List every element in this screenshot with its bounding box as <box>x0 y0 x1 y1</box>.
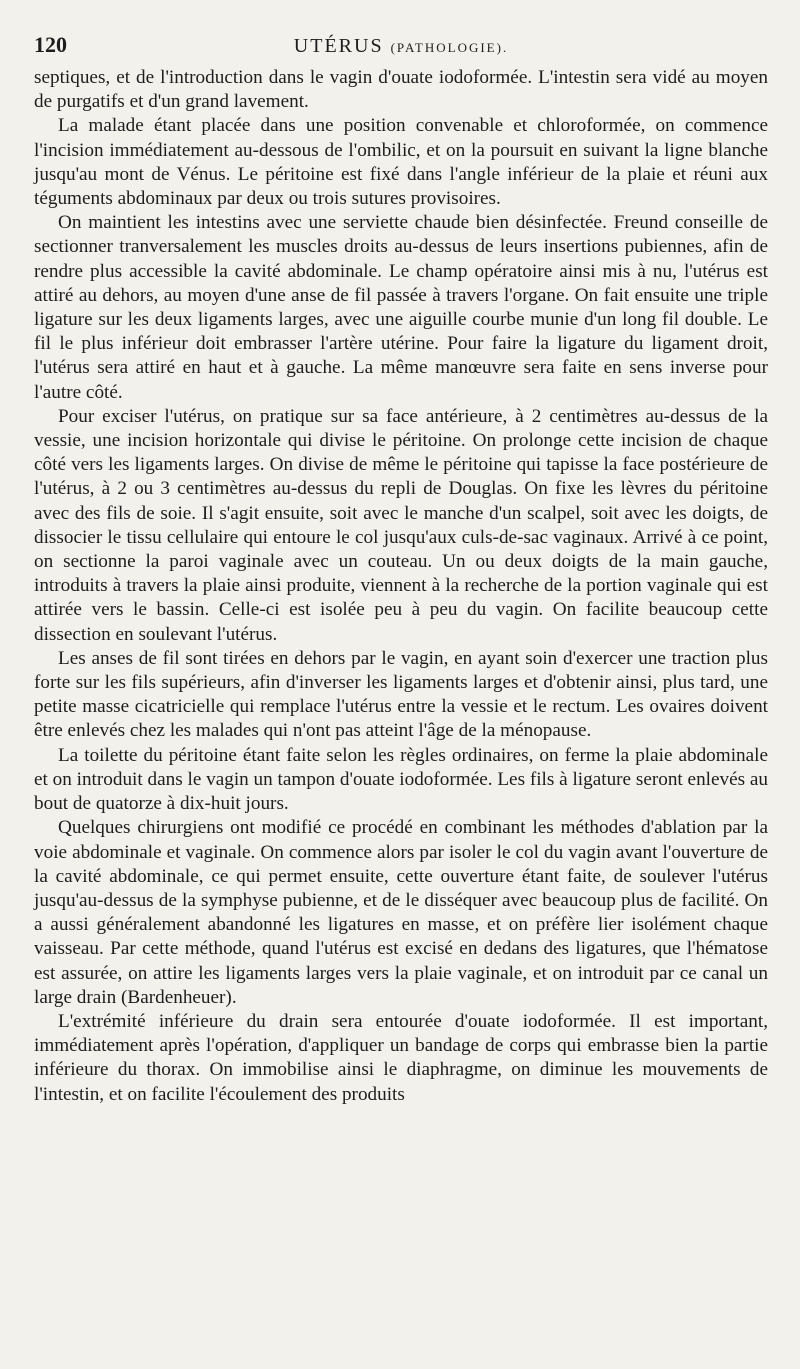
paragraph: On maintient les intestins avec une serviette chaude bien désinfectée. Freund conseille de sectionner tranversalement les muscles droits au-dessus de leurs insertions pubiennes, afin de rendre plus accessible la cavité abdominale. Le champ opératoire ainsi mis à nu, l'utérus est attiré au dehors, au moyen d'une anse de fil passée à travers l'organe. On fait ensuite une triple ligature sur les deux ligaments larges, avec une aiguille courbe munie d'un long fil double. Le fil le plus inférieur doit embrasser l'artère utérine. Pour faire la ligature du ligament droit, l'utérus sera attiré en haut et à gauche. La même manœuvre sera faite en sens inverse pour l'autre côté. <box>34 212 768 403</box>
running-header <box>34 32 768 66</box>
paragraph: Les anses de fil sont tirées en dehors par le vagin, en ayant soin d'exercer une traction plus forte sur les fils supérieurs, afin d'inverser les ligaments larges et d'obtenir ainsi, plus tard, une petite masse cicatricielle qui remplace l'utérus entre la vessie et le rectum. Les ovaires doivent être enlevés chez les malades qui n'ont pas atteint l'âge de la ménopause. <box>34 647 768 742</box>
body-text <box>34 66 768 1107</box>
running-title-main: UTÉRUS <box>293 35 384 57</box>
paragraph: La malade étant placée dans une position convenable et chloroformée, on commence l'incision immédiatement au-dessous de l'ombilic, et on la poursuit en suivant la ligne blanche jusqu'au mont de Vénus. Le péritoine est fixé dans l'angle inférieur de la plaie et réuni aux téguments abdominaux par deux ou trois sutures provisoires. <box>34 115 768 210</box>
paragraph: Quelques chirurgiens ont modifié ce procédé en combinant les méthodes d'ablation par la voie abdominale et vaginale. On commence alors par isoler le col du vagin avant l'ouverture de la cavité abdominale, ce qui permet ensuite, cette ouverture étant faite, de soulever l'utérus jusqu'au-dessus de la symphyse pubienne, et de le disséquer avec beaucoup plus de facilité. On a aussi généralement abandonné les ligatures en masse, et on préfère lier isolément chaque vaisseau. Par cette méthode, quand l'utérus est excisé en dedans des ligatures, que l'hématose est assurée, on attire les ligaments larges vers la plaie vaginale, et on introduit par ce canal un large drain (Bardenheuer). <box>34 817 768 1008</box>
running-title <box>154 35 648 58</box>
paragraph: L'extrémité inférieure du drain sera entourée d'ouate iodoformée. Il est important, immédiatement après l'opération, d'appliquer un bandage de corps qui embrasse bien la partie inférieure du thorax. On immobilise ainsi le diaphragme, on diminue les mouvements de l'intestin, et on facilite l'écoulement des produits <box>34 1010 768 1105</box>
running-title-subtitle: (PATHOLOGIE). <box>390 40 509 55</box>
page-number: 120 <box>34 32 67 57</box>
paragraph: Pour exciser l'utérus, on pratique sur sa face antérieure, à 2 centimètres au-dessus de la vessie, une incision horizontale qui divise le péritoine. On prolonge cette incision de chaque côté vers les ligaments larges. On divise de même le péritoine qui tapisse la face postérieure de l'utérus, à 2 ou 3 centimètres au-dessus du repli de Douglas. On fixe les lèvres du péritoine avec des fils de soie. Il s'agit ensuite, soit avec le manche d'un scalpel, soit avec les doigts, de dissocier le tissu cellulaire qui entoure le col jusqu'aux culs-de-sac vaginaux. Arrivé à ce point, on sectionne la paroi vaginale avec un couteau. Un ou deux doigts de la main gauche, introduits à travers la plaie ainsi produite, viennent à la recherche de la portion vaginale qui est attirée vers le bassin. Celle-ci est isolée peu à peu du vagin. On facilite beaucoup cette dissection en soulevant l'utérus. <box>34 405 768 645</box>
paragraph: La toilette du péritoine étant faite selon les règles ordinaires, on ferme la plaie abdominale et on introduit dans le vagin un tampon d'ouate iodoformée. Les fils à ligature seront enlevés au bout de quatorze à dix-huit jours. <box>34 744 768 815</box>
paragraph-continued: septiques, et de l'introduction dans le vagin d'ouate iodoformée. L'intestin sera vidé au moyen de purgatifs et d'un grand lavement. <box>34 67 768 113</box>
